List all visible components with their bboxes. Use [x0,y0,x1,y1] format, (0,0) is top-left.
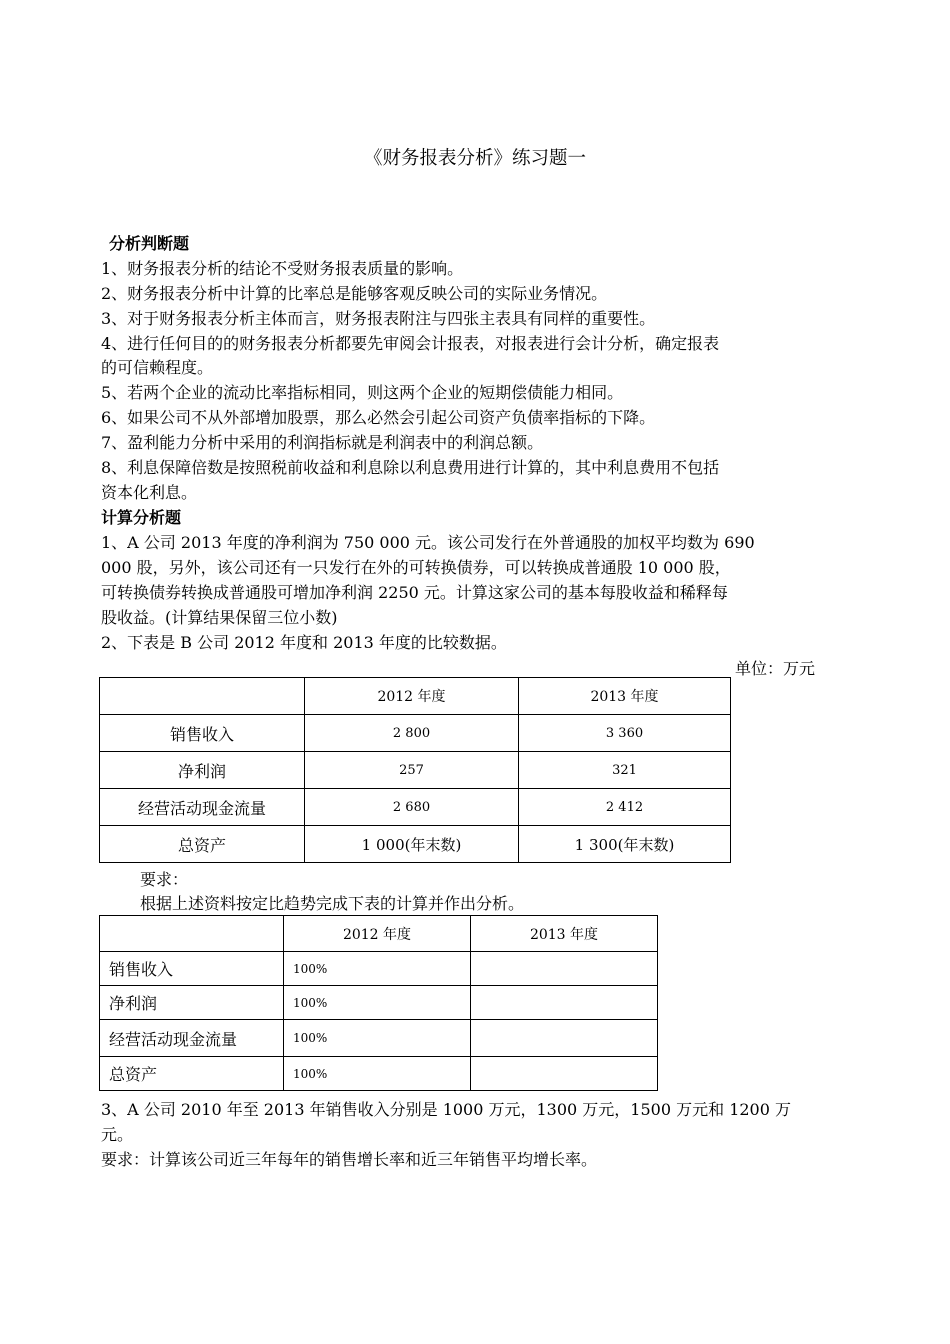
question-3-requirement: 要求：计算该公司近三年每年的销售增长率和近三年销售平均增长率。 [101,1150,598,1169]
section-heading-judgment: 分析判断题 [109,234,190,253]
requirement-text: 根据上述资料按定比趋势完成下表的计算并作出分析。 [140,894,525,913]
judgment-item: 7、盈利能力分析中采用的利润指标就是利润表中的利润总额。 [101,433,544,452]
table-cell-empty [471,986,658,1020]
table-row [100,1020,658,1057]
table-cell: 1 000(年末数) [305,826,519,863]
judgment-item: 1、财务报表分析的结论不受财务报表质量的影响。 [101,259,464,278]
table-cell: 100% [284,952,471,986]
table-row [100,1057,658,1091]
table-header-cell: 2012 年度 [305,678,519,715]
document-title: 《财务报表分析》练习题一 [363,148,586,169]
question-3-line: 元。 [101,1125,134,1144]
comparison-data-table [99,677,731,863]
table-cell: 321 [519,752,731,789]
row-label: 净利润 [100,752,305,789]
table-row [100,986,658,1020]
table-cell-empty [471,1057,658,1091]
section-heading-calculation: 计算分析题 [101,508,182,527]
table-header-cell: 2013 年度 [519,678,731,715]
question-1-line: 000 股，另外，该公司还有一只发行在外的可转换债券，可以转换成普通股 10 000 股， [101,558,731,577]
judgment-item: 的可信赖程度。 [101,358,214,377]
table-row [100,715,731,752]
table-header-cell [100,916,284,952]
table-row [100,752,731,789]
requirement-label: 要求： [140,870,189,889]
table-cell-empty [471,1020,658,1057]
question-1-line: 可转换债券转换成普通股可增加净利润 2250 元。计算这家公司的基本每股收益和稀释每 [101,583,728,602]
row-label: 销售收入 [100,952,284,986]
question-3-line: 3、A 公司 2010 年至 2013 年销售收入分别是 1000 万元，1300 万元，1500 万元和 1200 万 [101,1100,791,1119]
table-cell: 2 412 [519,789,731,826]
table-cell-empty [471,952,658,986]
table-header-cell [100,678,305,715]
table-cell: 100% [284,986,471,1020]
row-label: 净利润 [100,986,284,1020]
table-cell: 1 300(年末数) [519,826,731,863]
row-label: 经营活动现金流量 [100,789,305,826]
judgment-item: 4、进行任何目的的财务报表分析都要先审阅会计报表，对报表进行会计分析，确定报表 [101,334,720,353]
table-header-row [100,916,658,952]
row-label: 经营活动现金流量 [100,1020,284,1057]
judgment-item: 8、利息保障倍数是按照税前收益和利息除以利息费用进行计算的，其中利息费用不包括 [101,458,720,477]
question-1-line: 股收益。(计算结果保留三位小数) [101,608,338,627]
table-cell: 2 680 [305,789,519,826]
row-label: 总资产 [100,1057,284,1091]
table-cell: 100% [284,1057,471,1091]
judgment-item: 资本化利息。 [101,483,198,502]
trend-calculation-table [99,915,658,1091]
judgment-item: 6、如果公司不从外部增加股票，那么必然会引起公司资产负债率指标的下降。 [101,408,656,427]
unit-label: 单位：万元 [735,659,816,678]
judgment-item: 5、若两个企业的流动比率指标相同，则这两个企业的短期偿债能力相同。 [101,383,624,402]
table-header-cell: 2013 年度 [471,916,658,952]
table-header-cell: 2012 年度 [284,916,471,952]
question-1-line: 1、A 公司 2013 年度的净利润为 750 000 元。该公司发行在外普通股的加权平均数为 690 [101,533,755,552]
table-cell: 257 [305,752,519,789]
table-cell: 2 800 [305,715,519,752]
table-row [100,789,731,826]
question-2-line: 2、下表是 B 公司 2012 年度和 2013 年度的比较数据。 [101,633,507,652]
judgment-item: 3、对于财务报表分析主体而言，财务报表附注与四张主表具有同样的重要性。 [101,309,656,328]
judgment-item: 2、财务报表分析中计算的比率总是能够客观反映公司的实际业务情况。 [101,284,608,303]
row-label: 销售收入 [100,715,305,752]
table-cell: 100% [284,1020,471,1057]
table-row [100,826,731,863]
table-cell: 3 360 [519,715,731,752]
table-row [100,952,658,986]
table-header-row [100,678,731,715]
row-label: 总资产 [100,826,305,863]
